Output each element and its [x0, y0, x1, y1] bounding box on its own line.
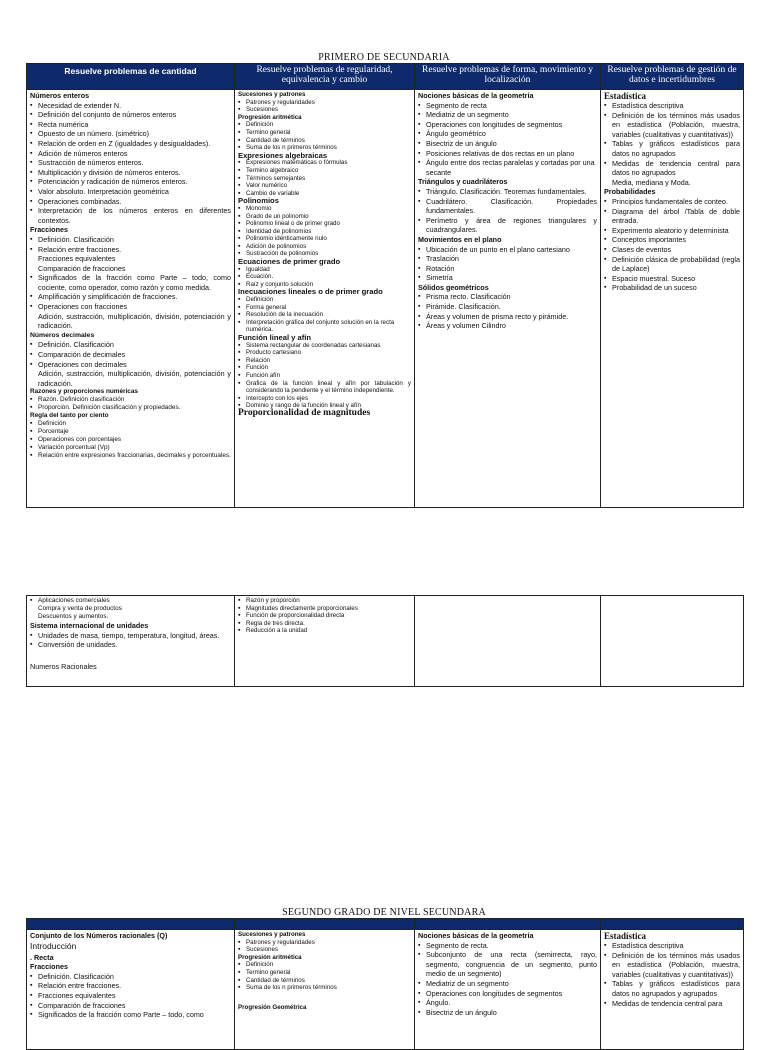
- list-funcion-lineal: [238, 342, 411, 410]
- section-estadistica: Estadística: [604, 91, 647, 101]
- header-blank-1: [27, 919, 235, 930]
- regularidad-cell: [235, 90, 415, 508]
- list-item: ▪ Significados de la fracción como Parte – todo, como cociente, como operador, como razón y como medida.: [30, 273, 231, 292]
- list-item: ▪ Definición de los términos más usados en estadística (Población, muestra, variables (cualitativas y cuantitativas)): [604, 111, 740, 140]
- list-item: ▪ Variación porcentual (Vp): [30, 444, 231, 452]
- list-triangulos: [418, 187, 597, 235]
- list-item: ▪ Patrones y regularidades: [238, 99, 411, 107]
- g2-forma-cell: [415, 930, 601, 1050]
- list-item: ▪ Cambio de variable: [238, 190, 411, 198]
- list-item: Adición, sustracción, multiplicación, división, potenciación y radicación.: [38, 369, 231, 388]
- list-item: ▪ Igualdad: [238, 266, 411, 274]
- section-solidos: Sólidos geométricos: [418, 282, 489, 292]
- list-item: ▪ Áreas y volumen Cilindro: [418, 321, 597, 331]
- header-blank-3: [415, 919, 601, 930]
- list-item: ▪ Proporción. Definición clasificación y propiedades.: [30, 404, 231, 412]
- list-item: ▪ Operaciones con decimales: [30, 360, 231, 370]
- section-progresion-2: Progresión aritmética: [238, 953, 302, 961]
- section-numeros-decimales: Números decimales: [30, 331, 95, 339]
- g2-datos-cell: [601, 930, 744, 1050]
- list-ecuaciones: [238, 266, 411, 289]
- list-item: ▪ Expresiones matemáticas o fórmulas: [238, 159, 411, 167]
- list-item: ▪ Magnitudes directamente proporcionales: [238, 605, 411, 613]
- list-item: ▪ Clases de eventos: [604, 245, 740, 255]
- list-progresion: [238, 121, 411, 151]
- list-item: ▪ Conceptos importantes: [604, 235, 740, 245]
- list-item: ▪ Bisectriz de un ángulo: [418, 1008, 597, 1018]
- list-item: ▪ Comparación de fracciones: [30, 1001, 231, 1011]
- list-inecuaciones: [238, 296, 411, 334]
- list-item: ▪ Posiciones relativas de dos rectas en un plano: [418, 149, 597, 159]
- list-item: ▪ Valor numérico: [238, 182, 411, 190]
- list-item: ▪ Aplicaciones comerciales: [30, 597, 231, 605]
- list-item: ▪ Función afín: [238, 372, 411, 380]
- list-item: ▪ Cantidad de términos: [238, 137, 411, 145]
- cont-cantidad-cell: [27, 596, 235, 687]
- introduccion-label: Introducción: [30, 940, 77, 951]
- recta-label: . Recta: [30, 952, 54, 962]
- list-item: ▪ Simetría: [418, 273, 597, 283]
- list-item: ▪ Polinomio lineal o de primer grado: [238, 220, 411, 228]
- list-solidos: [418, 292, 597, 330]
- list-item: ▪ Definición: [238, 296, 411, 304]
- grade1-table: [26, 63, 744, 508]
- list-item: ▪ Cuadrilátero. Clasificación. Propiedades fundamentales.: [418, 197, 597, 216]
- list-item: ▪ Fracciones equivalentes: [30, 991, 231, 1001]
- list-item: ▪ Definición. Clasificación: [30, 972, 231, 982]
- list-item: ▪ Comparación de decimales: [30, 350, 231, 360]
- list-item: ▪ Producto cartesiano: [238, 349, 411, 357]
- g2-cantidad-cell: [27, 930, 235, 1050]
- list-movimientos: [418, 245, 597, 283]
- list-item: ▪ Definición: [238, 961, 411, 969]
- list-numeros-enteros: [30, 101, 231, 226]
- list-item: ▪ Termino general: [238, 129, 411, 137]
- list-item: ▪ Segmento de recta.: [418, 941, 597, 951]
- list-item: ▪ Grafica de la función lineal y afín por tabulación y considerando la pendiente y el término independiente.: [238, 380, 411, 395]
- section-tanto-por-ciento: Regla del tanto por ciento: [30, 412, 109, 420]
- list-item: ▪ Mediatriz de un segmento: [418, 110, 597, 120]
- list-aplicaciones: [30, 597, 231, 621]
- grade2-title: SEGUNDO GRADO DE NIVEL SECUNDARA: [282, 907, 486, 918]
- list-item: ▪ Estadística descriptiva: [604, 941, 740, 951]
- section-funcion-lineal: Función lineal y afín: [238, 333, 311, 342]
- section-sucesiones-2: Sucesiones y patrones: [238, 931, 306, 938]
- list-item: ▪ Relación: [238, 357, 411, 365]
- section-expresiones: Expresiones algebraicas: [238, 150, 328, 160]
- list-item: Descuentos y aumentos.: [38, 613, 109, 620]
- list-unidades: [30, 631, 231, 650]
- section-inecuaciones: Inecuaciones lineales o de primer grado: [238, 287, 383, 297]
- list-item: ▪ Probabilidad de un suceso: [604, 283, 740, 293]
- list-item: ▪ Ubicación de un punto en el plano cartesiano: [418, 245, 597, 255]
- list-item: Comparación de fracciones: [38, 263, 126, 273]
- list-item: ▪ Forma general: [238, 304, 411, 312]
- section-sistema-unidades: Sistema internacional de unidades: [30, 621, 149, 630]
- cantidad-cell: [27, 90, 235, 508]
- list-item: ▪ Cantidad de términos: [238, 977, 411, 985]
- section-estadistica-2: Estadística: [604, 931, 647, 941]
- list-geometria: [418, 101, 597, 178]
- list-item: ▪ Bisectriz de un ángulo: [418, 139, 597, 149]
- header-forma: Resuelve problemas de forma, movimiento y localización: [415, 64, 601, 90]
- list-item: ▪ Pirámide. Clasificación.: [418, 302, 597, 312]
- list-item: ▪ Adición de números enteros: [30, 149, 231, 159]
- list-estadistica: [604, 101, 740, 187]
- list-item: ▪ Reducción a la unidad: [238, 627, 411, 635]
- list-item: ▪ Relación entre fracciones.: [30, 981, 231, 991]
- grade2-table: [26, 918, 744, 1050]
- section-polinomios: Polinomios: [238, 196, 279, 206]
- list-item: ▪ Monomio: [238, 205, 411, 213]
- grade1-title: PRIMERO DE SECUNDARIA: [318, 52, 450, 63]
- list-item: ▪ Interpretación gráfica del conjunto solución en la recta numérica.: [238, 319, 411, 334]
- header-regularidad: Resuelve problemas de regularidad, equivalencia y cambio: [235, 64, 415, 90]
- list-item: ▪ Sucesiones: [238, 106, 411, 114]
- list-item: ▪ Relación entre expresiones fraccionarias, decimales y porcentuales.: [30, 452, 231, 460]
- section-racionales: Conjunto de los Números racionales (Q): [30, 931, 168, 940]
- section-progresion: Progresión aritmética: [238, 113, 302, 121]
- list-item: ▪ Medidas de tendencia central para: [604, 999, 740, 1009]
- list-decimales: [30, 340, 231, 388]
- list-item: ▪ Dominio y rango de la función lineal y afín: [238, 402, 411, 410]
- list-item: ▪ Intercepto con los ejes: [238, 395, 411, 403]
- list-razones: [30, 396, 231, 412]
- list-item: ▪ Áreas y volumen de prisma recto y pirámide.: [418, 312, 597, 322]
- list-item: ▪ Significados de la fracción como Parte – todo, como: [30, 1010, 231, 1020]
- list-item: ▪ Rotación: [418, 264, 597, 274]
- list-item: ▪ Traslación: [418, 254, 597, 264]
- section-fracciones: Fracciones: [30, 225, 68, 235]
- list-geometria-2: [418, 941, 597, 1018]
- grade1-continuation-table: [26, 595, 744, 687]
- section-nociones-geometria: Nociones básicas de la geometría: [418, 91, 534, 100]
- list-probabilidades: [604, 197, 740, 293]
- list-item: ▪ Termino general: [238, 969, 411, 977]
- list-item: ▪ Opuesto de un número. (simétrico): [30, 129, 231, 139]
- list-item: ▪ Operaciones combinadas.: [30, 197, 231, 207]
- list-item: ▪ Ángulo geométrico: [418, 129, 597, 139]
- list-item: ▪ Medidas de tendencia central para datos no agrupados: [604, 159, 740, 178]
- list-item: ▪ Función: [238, 364, 411, 372]
- header-blank-2: [235, 919, 415, 930]
- list-item: ▪ Operaciones con fracciones: [30, 302, 231, 312]
- list-item: ▪ Unidades de masa, tiempo, temperatura, longitud, áreas.: [30, 631, 231, 641]
- list-item: ▪ Relación de orden en Z (igualdades y desigualdades).: [30, 139, 231, 149]
- list-item: ▪ Conversión de unidades.: [30, 640, 231, 650]
- list-item: ▪ Estadística descriptiva: [604, 101, 740, 111]
- cont-datos-cell: [601, 596, 744, 687]
- section-numeros-enteros: Números enteros: [30, 91, 90, 100]
- list-item: ▪ Interpretación de los números enteros en diferentes contextos.: [30, 206, 231, 225]
- list-item: ▪ Definición del conjunto de números enteros: [30, 110, 231, 120]
- section-movimientos: Movimientos en el plano: [418, 234, 502, 244]
- list-item: ▪ Experimento aleatorio y determinista: [604, 226, 740, 236]
- list-item: ▪ Adición de polinomios: [238, 243, 411, 251]
- list-item: ▪ Ángulo.: [418, 998, 597, 1008]
- list-item: ▪ Identidad de polinomios: [238, 228, 411, 236]
- section-fracciones-2: Fracciones: [30, 962, 68, 972]
- list-item: ▪ Tablas y gráficos estadísticos para datos no agrupados y agrupados: [604, 979, 740, 998]
- list-item: ▪ Sucesiones: [238, 946, 411, 954]
- forma-cell: [415, 90, 601, 508]
- list-item: ▪ Segmento de recta: [418, 101, 597, 111]
- list-item: ▪ Potenciación y radicación de números enteros.: [30, 177, 231, 187]
- list-item: ▪ Sustracción de polinomios: [238, 250, 411, 258]
- list-item: ▪ Definición: [238, 121, 411, 129]
- list-expresiones: [238, 159, 411, 197]
- section-razones: Razones y proporciones numéricas: [30, 388, 138, 396]
- section-progresion-geometrica: Progresión Geométrica: [238, 1003, 307, 1011]
- list-item: ▪ Función de proporcionalidad directa: [238, 612, 411, 620]
- list-item: ▪ Multiplicación y división de números enteros.: [30, 168, 231, 178]
- list-item: ▪ Relación entre fracciones.: [30, 245, 231, 255]
- list-item: ▪ Tablas y gráficos estadísticos para datos no agrupados: [604, 139, 740, 158]
- list-tanto-por-ciento: [30, 420, 231, 460]
- list-razon-proporcion: [238, 597, 411, 635]
- list-item: ▪ Porcentaje: [30, 428, 231, 436]
- list-item: ▪ Patrones y regularidades: [238, 939, 411, 947]
- list-item: ▪ Amplificación y simplificación de fracciones.: [30, 292, 231, 302]
- list-item: ▪ Suma de los n primeros términos: [238, 984, 411, 992]
- list-sucesiones-2: [238, 939, 411, 954]
- section-geometria-2: Nociones básicas de la geometría: [418, 931, 534, 940]
- list-item: ▪ Valor absoluto. Interpretación geométrica: [30, 187, 231, 197]
- list-item: ▪ Razón y proporción: [238, 597, 411, 605]
- list-fracciones-2: [30, 972, 231, 1020]
- list-item: ▪ Termino algebraico: [238, 167, 411, 175]
- list-progresion-2: [238, 961, 411, 991]
- section-sucesiones: Sucesiones y patrones: [238, 91, 306, 98]
- list-item: ▪ Raíz y conjunto solución: [238, 281, 411, 289]
- header-blank-4: [601, 919, 744, 930]
- list-item: ▪ Sustracción de números enteros.: [30, 158, 231, 168]
- section-ecuaciones: Ecuaciones de primer grado: [238, 257, 341, 267]
- list-item: ▪ Mediatriz de un segmento: [418, 979, 597, 989]
- list-item: ▪ Subconjunto de una recta (semirrecta, rayo, segmento, congruencia de un segmento, punto medio de un segmento): [418, 950, 597, 979]
- list-sucesiones: [238, 99, 411, 114]
- cont-forma-cell: [415, 596, 601, 687]
- list-item: ▪ Ángulo entre dos rectas paralelas y cortadas por una secante: [418, 158, 597, 177]
- header-datos: Resuelve problemas de gestión de datos e incertidumbres: [601, 64, 744, 90]
- list-item: Adición, sustracción, multiplicación, división, potenciación y radicación.: [38, 311, 231, 331]
- list-item: ▪ Diagrama del árbol /Tabla de doble entrada.: [604, 207, 740, 226]
- list-item: ▪ Grado de un polinomio: [238, 213, 411, 221]
- list-item: ▪ Recta numérica: [30, 120, 231, 130]
- list-item: ▪ Regla de tres directa.: [238, 620, 411, 628]
- list-item: ▪ Definición: [30, 420, 231, 428]
- list-item: ▪ Prisma recto. Clasificación: [418, 292, 597, 302]
- datos-cell: [601, 90, 744, 508]
- list-item: ▪ Principios fundamentales de conteo.: [604, 197, 740, 207]
- g2-regularidad-cell: [235, 930, 415, 1050]
- section-proporcionalidad: Proporcionalidad de magnitudes: [238, 407, 371, 418]
- list-item: ▪ Operaciones con longitudes de segmentos: [418, 120, 597, 130]
- list-item: ▪ Suma de los n primeros términos: [238, 144, 411, 152]
- list-item: ▪ Resolución de la inecuación: [238, 311, 411, 319]
- list-item: ▪ Definición clásica de probabilidad (regla de Laplace): [604, 255, 740, 274]
- list-item: ▪ Definición. Clasificación: [30, 235, 231, 245]
- list-item: ▪ Perímetro y área de regiones triangulares y cuadrangulares.: [418, 216, 597, 235]
- list-item: ▪ Necesidad de extender N.: [30, 101, 231, 111]
- list-item: Media, mediana y Moda.: [612, 177, 691, 187]
- section-probabilidades: Probabilidades: [604, 187, 656, 197]
- list-item: ▪ Operaciones con longitudes de segmentos: [418, 989, 597, 999]
- list-fracciones: [30, 235, 231, 331]
- list-polinomios: [238, 205, 411, 258]
- section-triangulos: Triángulos y cuadriláteros: [418, 177, 508, 187]
- list-item: ▪ Razón. Definición clasificación: [30, 396, 231, 404]
- header-cantidad: Resuelve problemas de cantidad: [27, 64, 235, 90]
- list-item: ▪ Espacio muestral. Suceso: [604, 274, 740, 284]
- list-item: ▪ Polinomio idénticamente nulo: [238, 235, 411, 243]
- list-item: ▪ Términos semejantes: [238, 175, 411, 183]
- list-item: Fracciones equivalentes: [38, 254, 116, 264]
- list-item: ▪ Operaciones con porcentajes: [30, 436, 231, 444]
- list-item: Compra y venta de productos: [38, 605, 122, 612]
- numeros-racionales-label: Numeros Racionales: [30, 661, 97, 671]
- list-item: ▪ Triángulo. Clasificación. Teoremas fundamentales.: [418, 187, 597, 197]
- list-item: ▪ Definición. Clasificación: [30, 340, 231, 350]
- list-item: ▪ Definición de los términos más usados en estadística (Población, muestra, variables (cualitativas y cuantitativas)): [604, 951, 740, 980]
- list-item: ▪ Ecuación.: [238, 273, 411, 281]
- list-estadistica-2: [604, 941, 740, 1008]
- list-item: ▪ Sistema rectangular de coordenadas cartesianas: [238, 342, 411, 350]
- cont-regularidad-cell: [235, 596, 415, 687]
